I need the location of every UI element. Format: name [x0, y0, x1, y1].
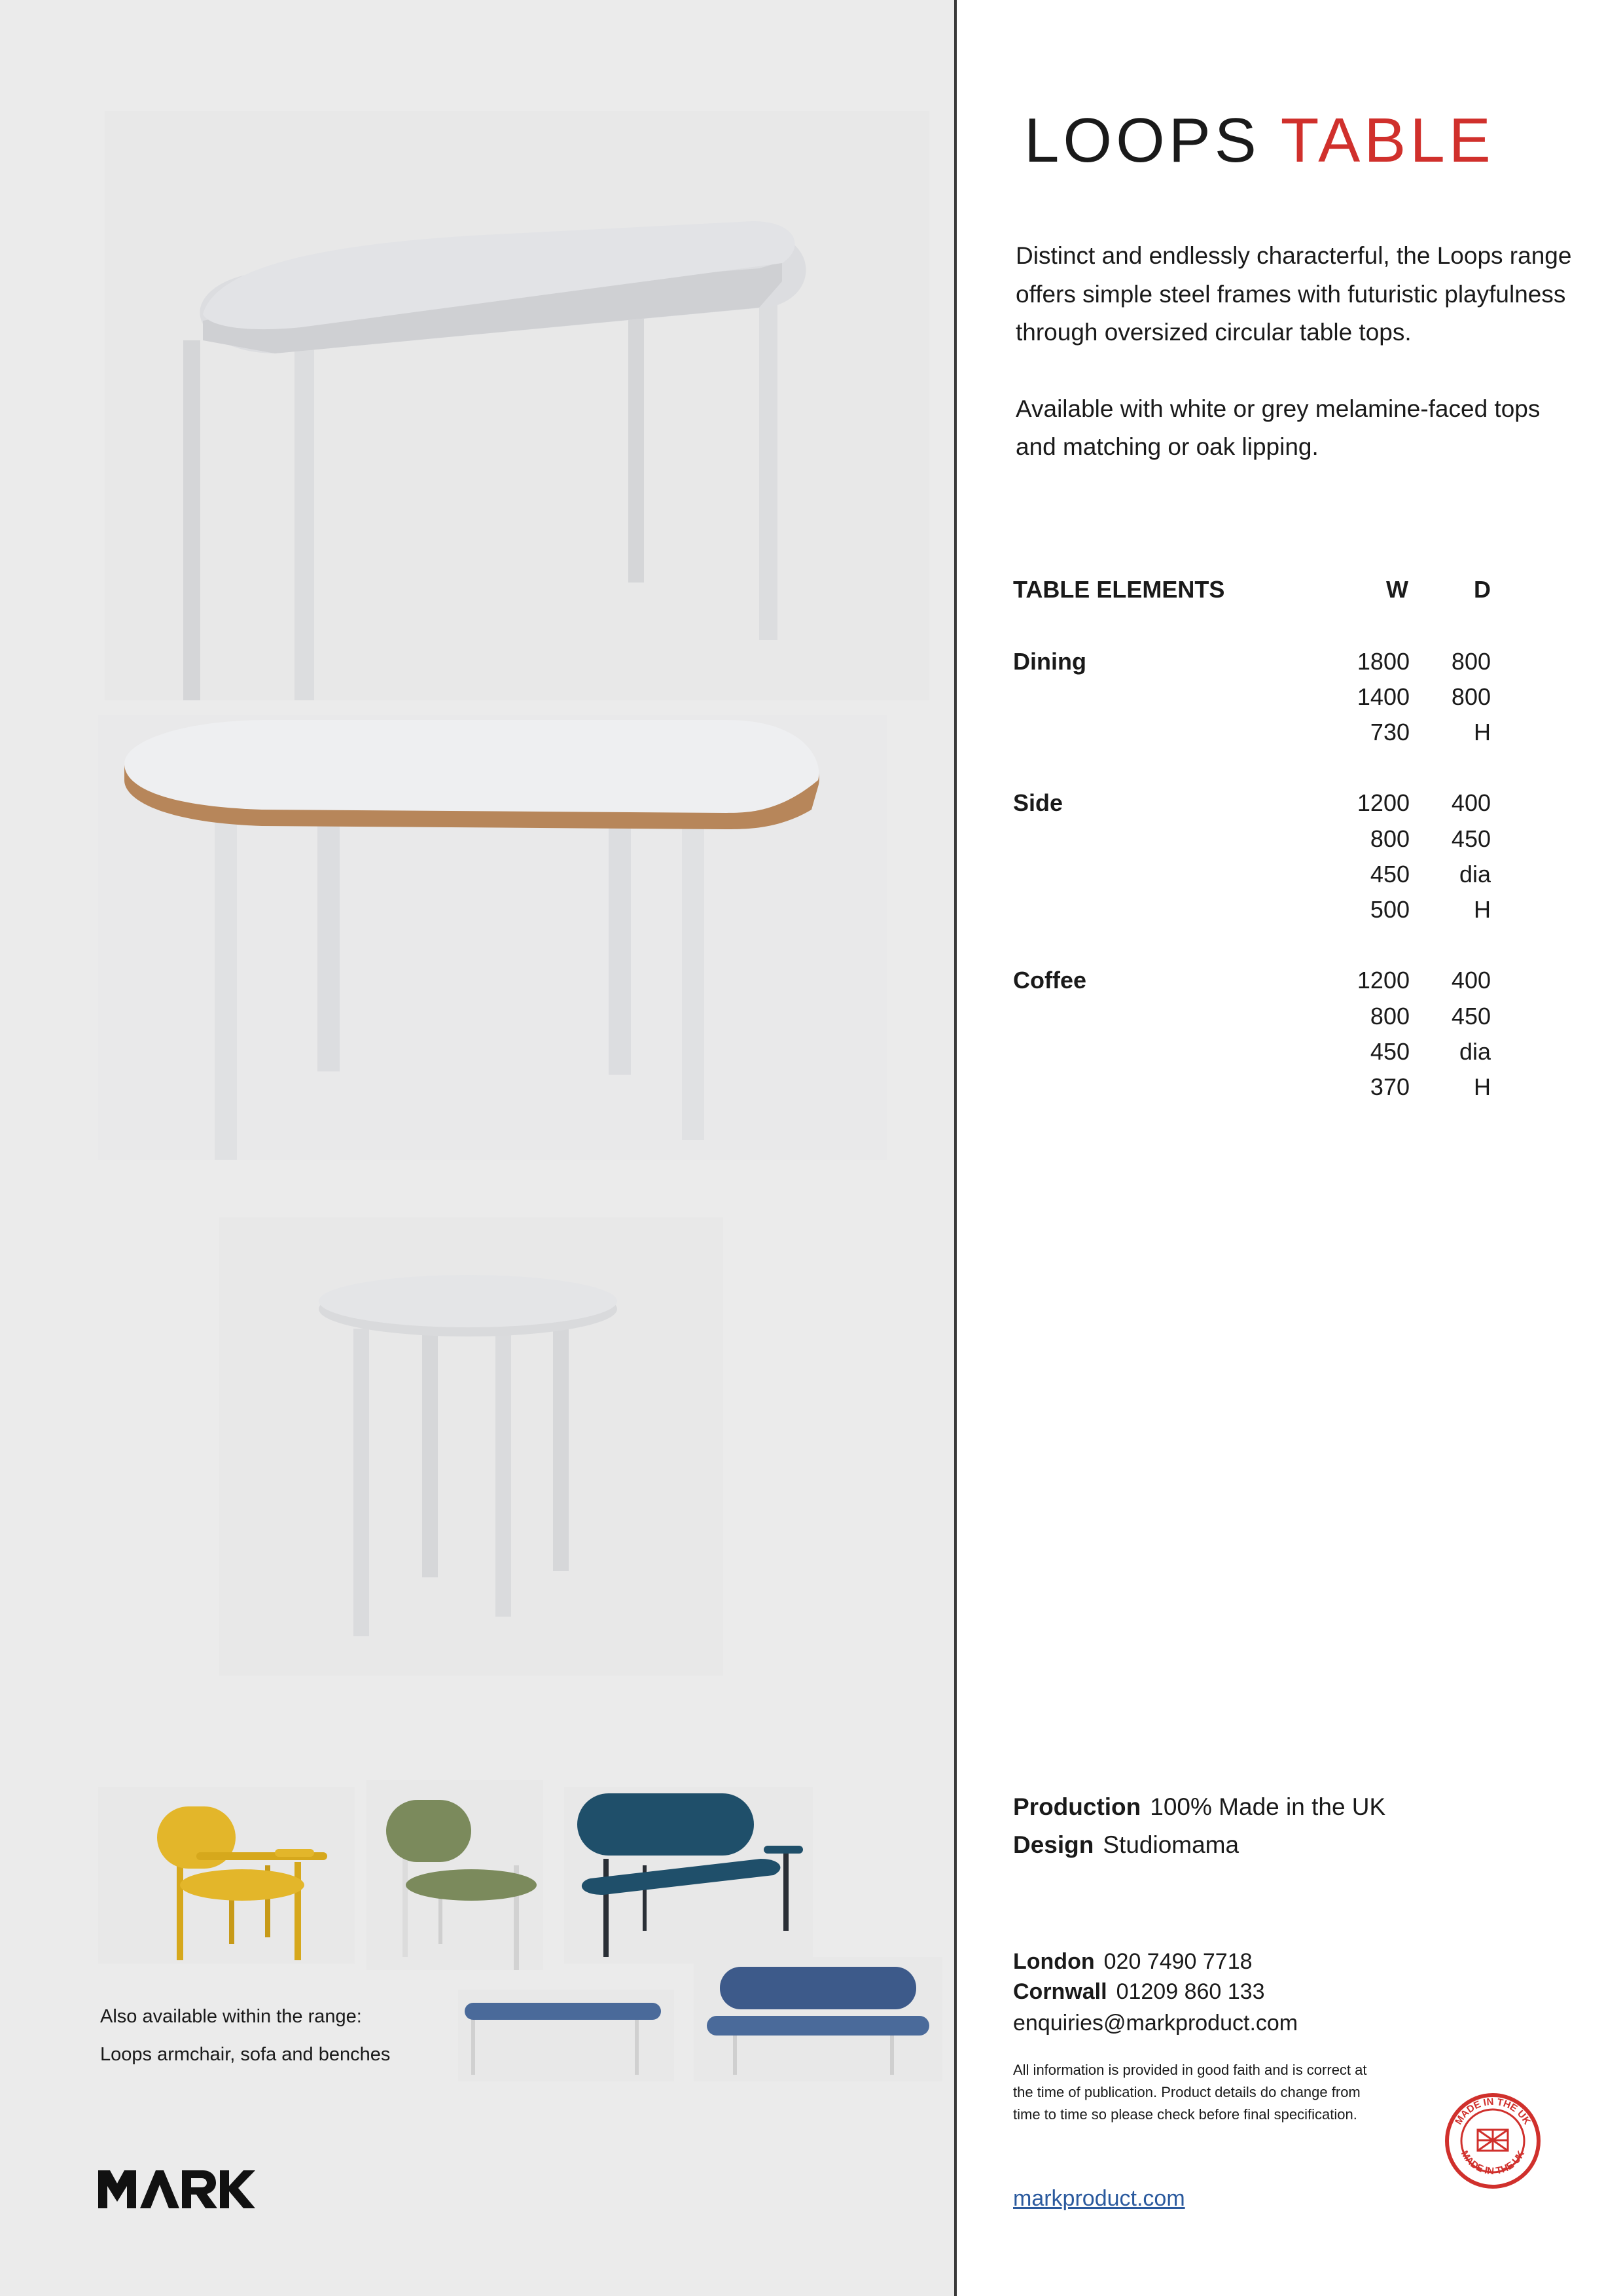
production-credit: [1013, 1793, 1385, 1821]
svg-text:MADE IN THE UK: [1453, 2096, 1533, 2127]
london-phone[interactable]: 020 7490 7718: [1103, 1949, 1253, 1974]
disclaimer-text: All information is provided in good faith and is correct at the time of publication. Product details do change from time to time so please check before final specification.: [1013, 2062, 1367, 2123]
specs-header-d: D: [1474, 576, 1491, 603]
production-label: Production: [1013, 1793, 1141, 1820]
production-value: 100% Made in the UK: [1150, 1793, 1386, 1820]
specs-header-w: W: [1386, 576, 1408, 603]
london-label: London: [1013, 1949, 1095, 1974]
cornwall-phone[interactable]: 01209 860 133: [1116, 1979, 1265, 2004]
spec-value: 500: [1370, 896, 1410, 923]
spec-value: 450: [1370, 861, 1410, 888]
contact-email[interactable]: enquiries@markproduct.com: [1013, 2011, 1298, 2036]
spec-value: dia: [1459, 861, 1491, 888]
spec-value: 800: [1451, 683, 1491, 710]
photo-side-table-round: [219, 1217, 723, 1676]
design-credit: [1013, 1831, 1239, 1859]
mark-logo: [98, 2170, 255, 2208]
spec-value: 450: [1451, 825, 1491, 852]
spec-group-coffee: Coffee: [1013, 967, 1087, 994]
spec-value: 450: [1451, 1003, 1491, 1030]
range-note-line2: Loops armchair, sofa and benches: [100, 2044, 391, 2065]
title-word-table: TABLE: [1280, 105, 1495, 175]
photo-armchair-yellow: [98, 1787, 355, 1964]
range-note: [100, 1998, 390, 2073]
photo-chair-olive: [366, 1780, 543, 1970]
spec-value: 400: [1451, 967, 1491, 994]
spec-value: dia: [1459, 1038, 1491, 1065]
spec-group-dining: Dining: [1013, 648, 1086, 675]
badge-text-bottom: MADE IN THE UK: [1458, 2149, 1527, 2178]
description-paragraph-2: Available with white or grey melamine-faced tops and matching or oak lipping.: [1016, 395, 1541, 460]
spec-value: H: [1474, 719, 1491, 745]
spec-value: 730: [1370, 719, 1410, 745]
website-link[interactable]: markproduct.com: [1013, 2186, 1185, 2211]
title-word-loops: LOOPS: [1024, 105, 1260, 175]
photo-bench-backrest: [694, 1957, 942, 2081]
photo-sofa-blue: [564, 1787, 813, 1964]
svg-text:MADE IN THE UK: [1459, 2149, 1527, 2177]
page-title: [1024, 105, 1495, 177]
spec-value: H: [1474, 1073, 1491, 1100]
photo-bench-long: [458, 1990, 674, 2081]
photo-dining-table-grey: [105, 111, 929, 700]
spec-group-side: Side: [1013, 789, 1063, 816]
specs-header-label: TABLE ELEMENTS: [1013, 576, 1225, 603]
spec-value: 1200: [1357, 967, 1410, 994]
contact-london: [1013, 1949, 1253, 1975]
spec-value: 800: [1370, 825, 1410, 852]
page-divider: [954, 0, 957, 2296]
spec-value: 1400: [1357, 683, 1410, 710]
spec-value: 1200: [1357, 789, 1410, 816]
made-in-uk-badge: [1444, 2092, 1542, 2190]
spec-value: 400: [1451, 789, 1491, 816]
range-note-line1: Also available within the range:: [100, 2006, 362, 2027]
spec-value: 1800: [1357, 648, 1410, 675]
badge-text-top: MADE IN THE UK: [1453, 2096, 1533, 2127]
product-description: [1016, 237, 1578, 505]
spec-value: 800: [1370, 1003, 1410, 1030]
spec-value: 800: [1451, 648, 1491, 675]
spec-value: H: [1474, 896, 1491, 923]
photo-dining-table-oak-lipping: [98, 715, 887, 1160]
spec-value: 450: [1370, 1038, 1410, 1065]
description-paragraph-1: Distinct and endlessly characterful, the Loops range offers simple steel frames with futuristic playfulness through oversized circular table tops.: [1016, 242, 1572, 346]
spec-value: 370: [1370, 1073, 1410, 1100]
contact-cornwall: [1013, 1979, 1264, 2005]
design-label: Design: [1013, 1831, 1094, 1858]
design-value: Studiomama: [1103, 1831, 1240, 1858]
cornwall-label: Cornwall: [1013, 1979, 1107, 2004]
